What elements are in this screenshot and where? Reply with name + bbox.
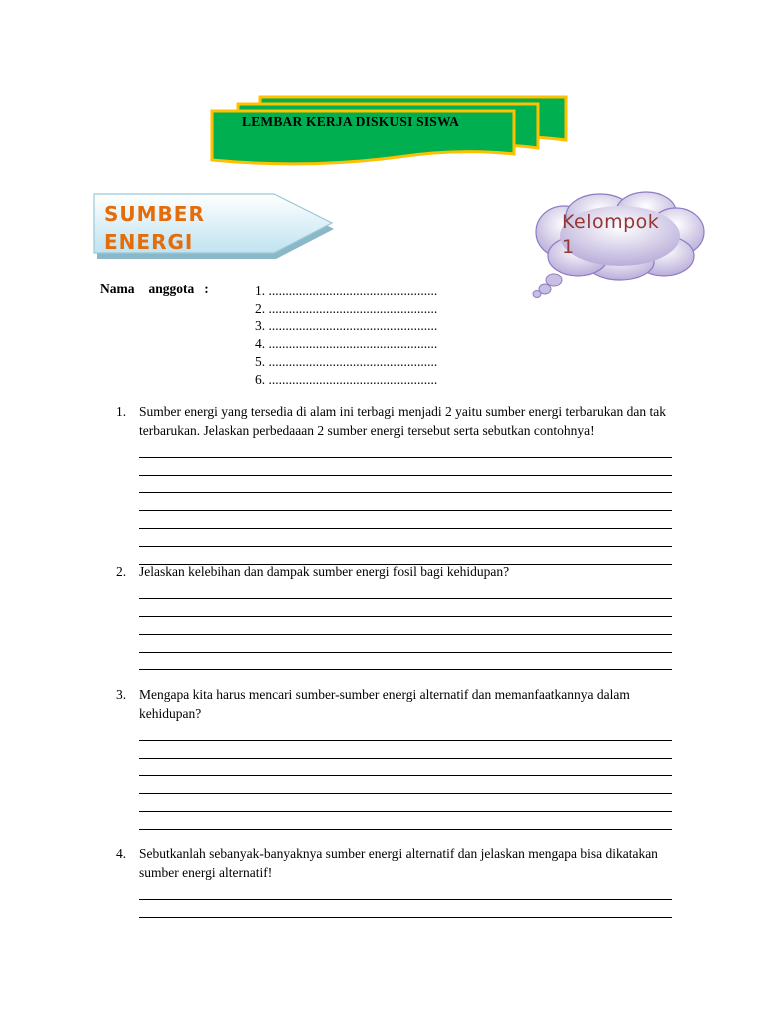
member-label bbox=[100, 281, 209, 297]
question-number: 2. bbox=[116, 564, 127, 579]
question-text: Sumber energi yang tersedia di alam ini terbagi menjadi 2 yaitu sumber energi terbarukan dan tak terbarukan. Jelaskan perbedaaan 2 sumber energi tersebut serta sebutkan contohnya! bbox=[139, 404, 666, 438]
answer-line[interactable] bbox=[139, 635, 672, 653]
answer-line[interactable] bbox=[139, 759, 672, 777]
question-text: Sebutkanlah sebanyak-banyaknya sumber energi alternatif dan jelaskan mengapa bisa dikatakan sumber energi alternatif! bbox=[139, 846, 658, 880]
answer-line[interactable] bbox=[139, 882, 672, 900]
member-label-word2: anggota bbox=[148, 281, 195, 296]
title-banner bbox=[208, 94, 570, 174]
answer-line[interactable] bbox=[139, 900, 672, 918]
question-3 bbox=[116, 686, 676, 830]
answer-line[interactable] bbox=[139, 776, 672, 794]
answer-line[interactable] bbox=[139, 440, 672, 458]
answer-lines[interactable] bbox=[139, 440, 676, 565]
answer-lines[interactable] bbox=[139, 723, 676, 830]
answer-line[interactable] bbox=[139, 458, 672, 476]
answer-line[interactable] bbox=[139, 582, 672, 600]
answer-line[interactable] bbox=[139, 493, 672, 511]
topic-arrow bbox=[92, 192, 340, 262]
member-entry[interactable]: 2. .................................................. bbox=[255, 300, 438, 316]
answer-lines[interactable] bbox=[139, 882, 676, 918]
worksheet-title: LEMBAR KERJA DISKUSI SISWA bbox=[242, 114, 460, 129]
question-4 bbox=[116, 845, 676, 918]
group-label: Kelompok 1 bbox=[562, 211, 660, 258]
answer-line[interactable] bbox=[139, 723, 672, 741]
answer-line[interactable] bbox=[139, 812, 672, 830]
topic-label: SUMBER ENERGI bbox=[104, 202, 205, 254]
member-label-colon: : bbox=[204, 281, 209, 296]
question-text: Jelaskan kelebihan dan dampak sumber energi fosil bagi kehidupan? bbox=[139, 564, 510, 579]
question-1 bbox=[116, 403, 676, 565]
member-entry[interactable]: 6. .................................................. bbox=[255, 371, 438, 387]
member-label-word1: Nama bbox=[100, 281, 135, 296]
answer-lines[interactable] bbox=[139, 582, 676, 671]
answer-line[interactable] bbox=[139, 599, 672, 617]
answer-line[interactable] bbox=[139, 794, 672, 812]
answer-line[interactable] bbox=[139, 476, 672, 494]
question-number: 1. bbox=[116, 404, 127, 419]
question-number: 3. bbox=[116, 687, 127, 702]
member-entry[interactable]: 3. .................................................. bbox=[255, 318, 438, 334]
member-list bbox=[255, 282, 437, 388]
answer-line[interactable] bbox=[139, 547, 672, 565]
answer-line[interactable] bbox=[139, 741, 672, 759]
member-entry[interactable]: 5. .................................................. bbox=[255, 353, 438, 369]
answer-line[interactable] bbox=[139, 511, 672, 529]
answer-line[interactable] bbox=[139, 653, 672, 671]
answer-line[interactable] bbox=[139, 617, 672, 635]
question-2 bbox=[116, 563, 676, 670]
answer-line[interactable] bbox=[139, 529, 672, 547]
question-number: 4. bbox=[116, 846, 127, 861]
group-cloud bbox=[524, 190, 708, 300]
banner-shape bbox=[208, 94, 570, 174]
member-entry[interactable]: 4. .................................................. bbox=[255, 336, 438, 352]
member-entry[interactable]: 1. .................................................. bbox=[255, 283, 438, 298]
question-text: Mengapa kita harus mencari sumber-sumber energi alternatif dan memanfaatkannya dalam kehidupan? bbox=[139, 687, 630, 721]
